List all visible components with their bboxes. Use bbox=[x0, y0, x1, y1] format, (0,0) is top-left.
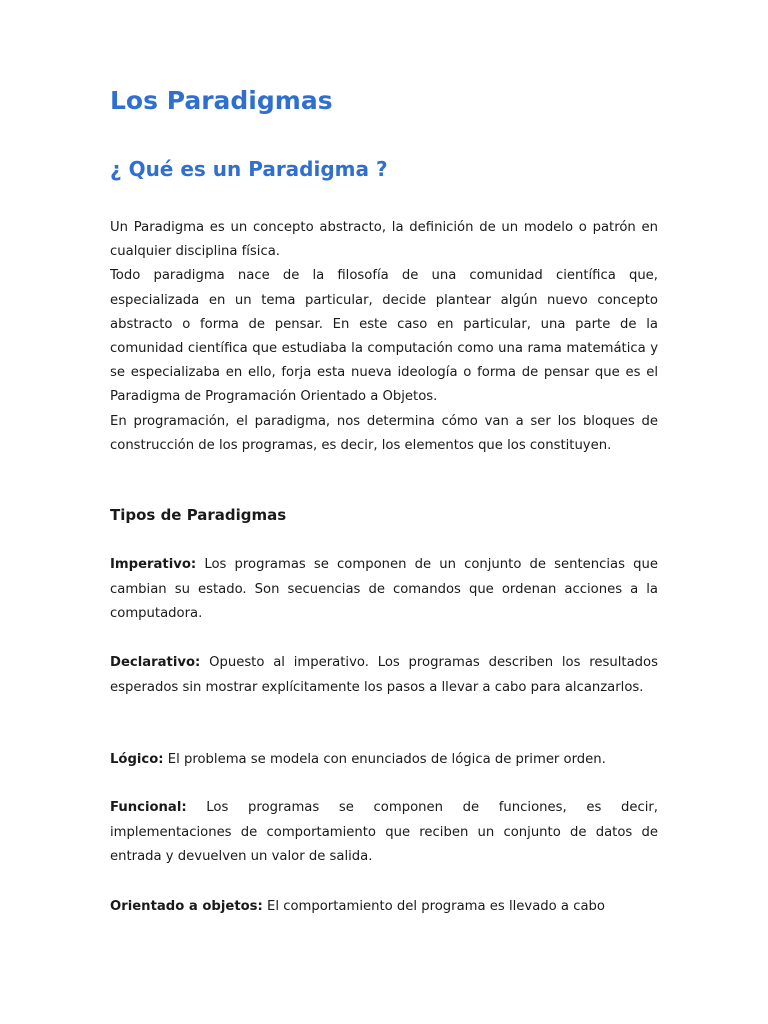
paradigm-entry-imperativo bbox=[110, 553, 658, 627]
paradigm-entry-funcional bbox=[110, 796, 658, 870]
paradigm-term: Imperativo: bbox=[110, 557, 197, 572]
paragraph-definition: Un Paradigma es un concepto abstracto, la definición de un modelo o patrón en cualquier disciplina física. bbox=[110, 220, 658, 260]
paradigm-term: Orientado a objetos: bbox=[110, 899, 263, 914]
paradigm-description: Los programas se componen de funciones, es decir, implementaciones de comportamiento que reciben un conjunto de datos de entrada y devuelven un valor de salida. bbox=[110, 800, 658, 864]
page-title: Los Paradigmas bbox=[110, 86, 333, 115]
paradigm-term: Lógico: bbox=[110, 752, 164, 767]
paragraph-programming: En programación, el paradigma, nos determina cómo van a ser los bloques de construcción de los programas, es decir, los elementos que los constituyen. bbox=[110, 413, 658, 453]
paradigm-description: El comportamiento del programa es llevado a cabo bbox=[267, 899, 605, 914]
paradigm-entry-orientado-objetos bbox=[110, 895, 658, 920]
paradigm-description: Los programas se componen de un conjunto de sentencias que cambian su estado. Son secuencias de comandos que ordenan acciones a la computadora. bbox=[110, 557, 658, 621]
paradigm-description: El problema se modela con enunciados de lógica de primer orden. bbox=[167, 752, 606, 767]
page-subtitle: ¿ Qué es un Paradigma ? bbox=[110, 157, 388, 181]
section-heading-tipos: Tipos de Paradigmas bbox=[110, 506, 287, 524]
paradigm-entry-declarativo bbox=[110, 651, 658, 700]
paradigm-term: Funcional: bbox=[110, 800, 187, 815]
paradigm-term: Declarativo: bbox=[110, 655, 201, 670]
paradigm-entry-logico bbox=[110, 748, 658, 773]
intro-body bbox=[110, 216, 658, 458]
paragraph-origin: Todo paradigma nace de la filosofía de una comunidad científica que, especializada en un tema particular, decide plantear algún nuevo concepto abstracto o forma de pensar. En este caso en particular, una parte de la comunidad científica que estudiaba la computación como una rama matemática y se especializaba en ello, forja esta nueva ideología o forma de pensar que es el Paradigma de Programación Orientado a Objetos. bbox=[110, 268, 658, 405]
paradigm-description: Opuesto al imperativo. Los programas describen los resultados esperados sin mostrar explícitamente los pasos a llevar a cabo para alcanzarlos. bbox=[110, 655, 658, 695]
